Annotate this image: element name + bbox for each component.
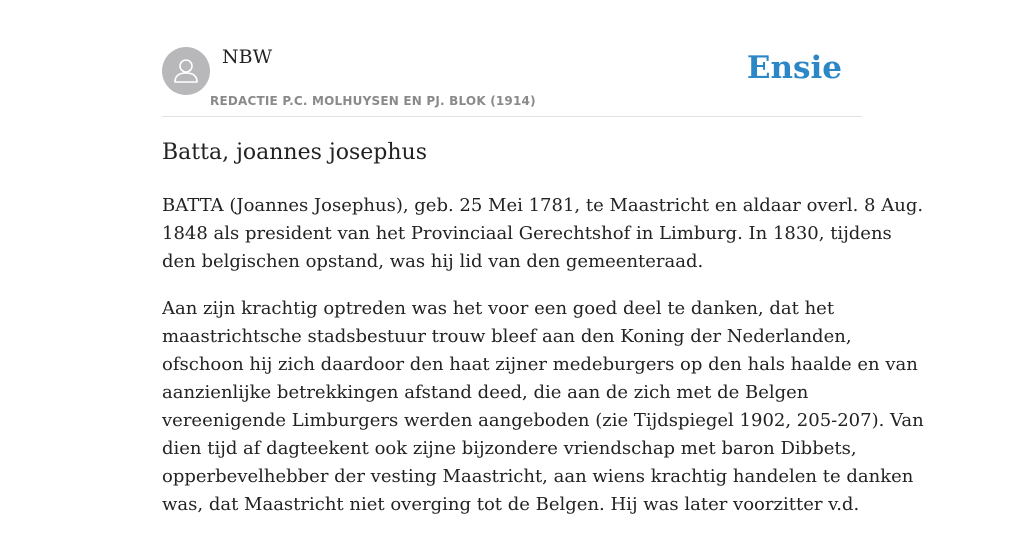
paragraph-1 (162, 192, 924, 276)
text-line: dien tijd af dagteekent ook zijne bijzondere vriendschap met baron Dibbets, (162, 438, 857, 459)
text-line: BATTA (Joannes Josephus), geb. 25 Mei 1781, te Maastricht en aldaar overl. 8 Aug. (162, 195, 924, 216)
paragraph-2 (162, 295, 924, 519)
text-line: was, dat Maastricht niet overging tot de Belgen. Hij was later voorzitter v.d. (162, 494, 860, 515)
text-line: den belgischen opstand, was hij lid van den gemeenteraad. (162, 251, 704, 272)
article-title: Batta, joannes josephus (162, 140, 427, 165)
text-line: opperbevelhebber der vesting Maastricht, aan wiens krachtig handelen te danken (162, 466, 914, 487)
text-line: vereenigende Limburgers werden aangeboden (zie Tijdspiegel 1902, 205-207). Van (162, 410, 924, 431)
article-page (162, 0, 924, 515)
article-header (162, 0, 862, 117)
author-avatar[interactable] (162, 47, 210, 95)
author-name[interactable]: NBW (222, 46, 273, 68)
article-body (162, 192, 924, 538)
ensie-logo[interactable]: Ensie (746, 50, 842, 86)
user-icon (162, 47, 210, 95)
source-credit: REDACTIE P.C. MOLHUYSEN EN PJ. BLOK (1914) (210, 94, 536, 108)
text-line: ofschoon hij zich daardoor den haat zijner medeburgers op den hals haalde en van (162, 354, 918, 375)
text-line: Aan zijn krachtig optreden was het voor een goed deel te danken, dat het (162, 298, 835, 319)
text-line: aanzienlijke betrekkingen afstand deed, die aan de zich met de Belgen (162, 382, 809, 403)
text-line: maastrichtsche stadsbestuur trouw bleef aan den Koning der Nederlanden, (162, 326, 852, 347)
text-line: 1848 als president van het Provinciaal Gerechtshof in Limburg. In 1830, tijdens (162, 223, 892, 244)
